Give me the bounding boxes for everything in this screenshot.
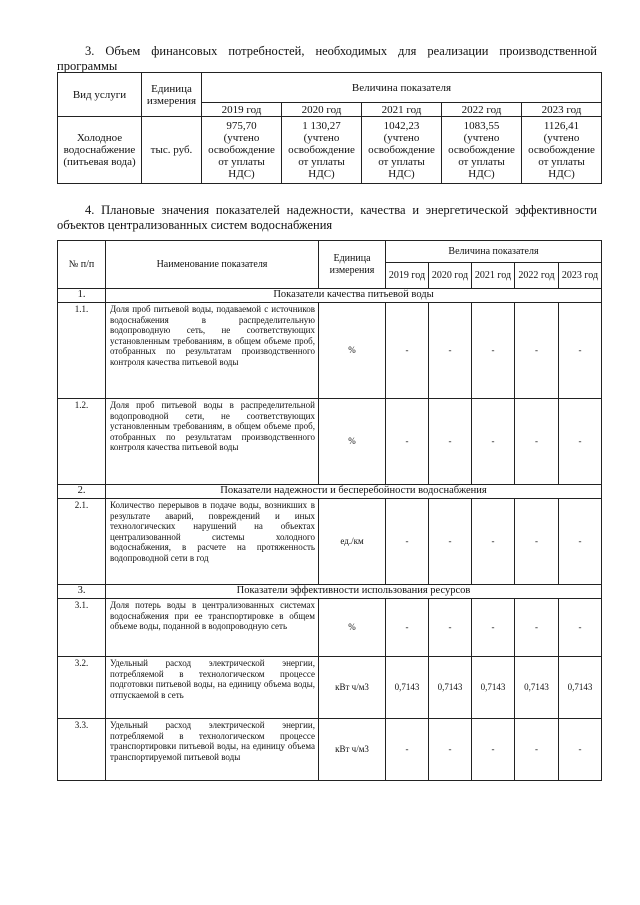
row-name: Доля проб питьевой воды, подаваемой с источников водоснабжения в распределительную водопроводную сеть, не соответствующих установленным требованиям, в общем объеме проб, отобранных по результатам производственного контроля качества питьевой воды (106, 303, 319, 399)
header-num: № п/п (58, 241, 106, 289)
header-year: 2020 год (429, 263, 472, 289)
row-unit: % (319, 303, 386, 399)
header-year: 2021 год (362, 103, 442, 117)
header-year: 2019 год (386, 263, 429, 289)
row-value: - (429, 303, 472, 399)
row-value: - (559, 599, 602, 657)
row-value: - (515, 499, 559, 585)
row-name: Количество перерывов в подаче воды, возникших в результате аварий, повреждений и иных технологических нарушений на объектах централизованной системы холодного водоснабжения, в расчете на протяженность водопроводной сети в год (106, 499, 319, 585)
section4-heading: 4. Плановые значения показателей надежности, качества и энергетической эффективности объектов централизованных систем водоснабжения (57, 203, 597, 232)
header-name: Наименование показателя (106, 241, 319, 289)
row-value: - (429, 719, 472, 781)
row-unit: кВт ч/м3 (319, 719, 386, 781)
row-unit: % (319, 399, 386, 485)
row-value: - (472, 303, 515, 399)
row-value: - (386, 303, 429, 399)
section3-heading: 3. Объем финансовых потребностей, необходимых для реализации производственной программы (57, 44, 597, 73)
row-value: - (386, 399, 429, 485)
row-value: - (515, 399, 559, 485)
table-row (58, 303, 602, 399)
row-name: Доля потерь воды в централизованных системах водоснабжения при ее транспортировке в общем объеме воды, поданной в водопроводную сеть (106, 599, 319, 657)
value-cell: 1 130,27 (учтено освобождение от уплаты НДС) (282, 117, 362, 184)
row-value: - (515, 303, 559, 399)
row-num: 3.1. (58, 599, 106, 657)
row-num: 3.3. (58, 719, 106, 781)
table-row (58, 399, 602, 485)
section-num: 3. (58, 585, 106, 599)
row-num: 3.2. (58, 657, 106, 719)
header-year: 2019 год (202, 103, 282, 117)
header-unit: Единица измерения (319, 241, 386, 289)
header-year: 2022 год (515, 263, 559, 289)
value-cell: 1042,23 (учтено освобождение от уплаты НДС) (362, 117, 442, 184)
row-value: 0,7143 (515, 657, 559, 719)
header-year: 2023 год (559, 263, 602, 289)
header-value: Величина показателя (386, 241, 602, 263)
row-unit: кВт ч/м3 (319, 657, 386, 719)
row-value: 0,7143 (386, 657, 429, 719)
row-value: - (386, 599, 429, 657)
unit-cell: тыс. руб. (142, 117, 202, 184)
row-value: - (429, 499, 472, 585)
table-row (58, 599, 602, 657)
row-num: 1.1. (58, 303, 106, 399)
row-value: - (559, 499, 602, 585)
value-cell: 1083,55 (учтено освобождение от уплаты НДС) (442, 117, 522, 184)
row-value: - (559, 719, 602, 781)
section-num: 1. (58, 289, 106, 303)
row-value: - (472, 399, 515, 485)
header-year: 2022 год (442, 103, 522, 117)
header-unit: Единица измерения (142, 73, 202, 117)
row-value: - (472, 499, 515, 585)
header-year: 2020 год (282, 103, 362, 117)
row-value: - (472, 719, 515, 781)
row-value: - (429, 399, 472, 485)
row-name: Удельный расход электрической энергии, потребляемой в технологическом процессе транспортировки питьевой воды, на единицу объема транспортируемой питьевой воды (106, 719, 319, 781)
row-unit: % (319, 599, 386, 657)
row-value: - (386, 499, 429, 585)
section-title: Показатели качества питьевой воды (106, 289, 602, 303)
section-title: Показатели надежности и бесперебойности водоснабжения (106, 485, 602, 499)
header-year: 2023 год (522, 103, 602, 117)
section-title: Показатели эффективности использования ресурсов (106, 585, 602, 599)
row-value: - (429, 599, 472, 657)
row-unit: ед./км (319, 499, 386, 585)
value-cell: 1126,41 (учтено освобождение от уплаты НДС) (522, 117, 602, 184)
section-num: 2. (58, 485, 106, 499)
financial-needs-table (57, 72, 602, 184)
row-name: Доля проб питьевой воды в распределительной водопроводной сети, не соответствующих установленным требованиям, в общем объеме проб, отобранных по результатам производственного контроля качества питьевой воды (106, 399, 319, 485)
row-value: - (472, 599, 515, 657)
row-name: Удельный расход электрической энергии, потребляемой в технологическом процессе подготовки питьевой воды, на единицу объема воды, отпускаемой в сеть (106, 657, 319, 719)
table-row (58, 719, 602, 781)
value-cell: 975,70 (учтено освобождение от уплаты НДС) (202, 117, 282, 184)
indicators-table (57, 240, 602, 781)
header-service: Вид услуги (58, 73, 142, 117)
row-value: - (515, 719, 559, 781)
row-value: 0,7143 (559, 657, 602, 719)
row-value: 0,7143 (429, 657, 472, 719)
row-value: - (386, 719, 429, 781)
row-num: 1.2. (58, 399, 106, 485)
row-value: 0,7143 (472, 657, 515, 719)
row-value: - (559, 303, 602, 399)
header-value: Величина показателя (202, 73, 602, 103)
row-value: - (559, 399, 602, 485)
row-num: 2.1. (58, 499, 106, 585)
table-row (58, 499, 602, 585)
service-cell: Холодное водоснабжение (питьевая вода) (58, 117, 142, 184)
row-value: - (515, 599, 559, 657)
header-year: 2021 год (472, 263, 515, 289)
table-row (58, 657, 602, 719)
